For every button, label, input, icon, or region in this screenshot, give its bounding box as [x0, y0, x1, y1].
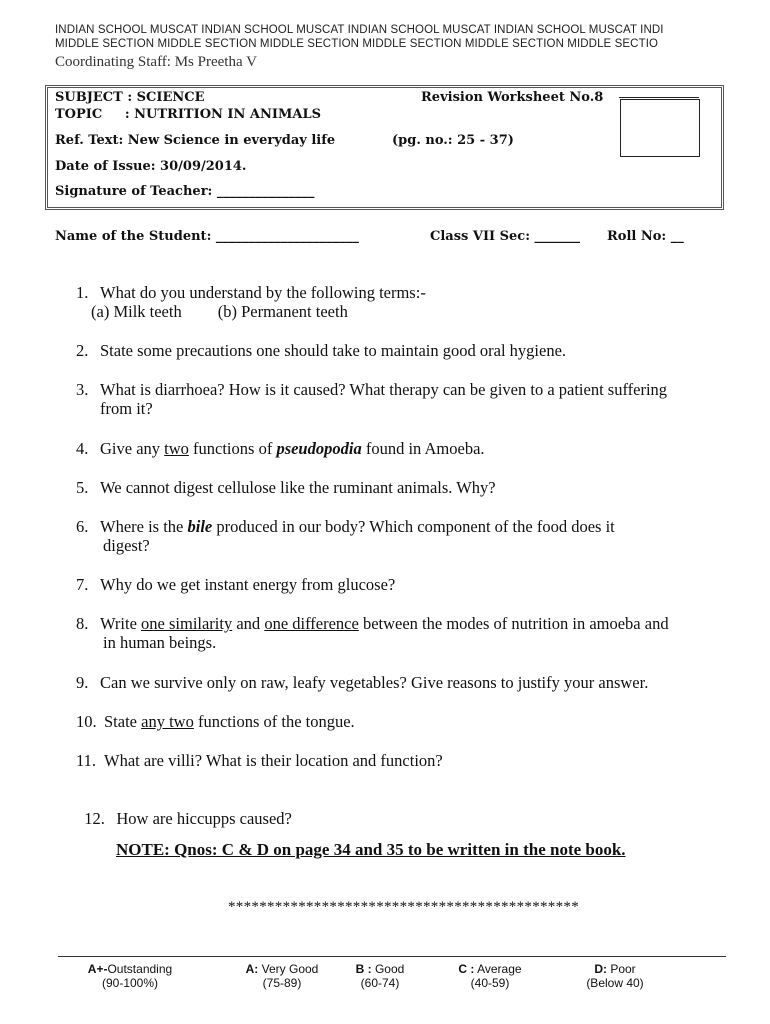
coordinating-staff: Coordinating Staff: Ms Preetha V	[55, 54, 257, 70]
question-7	[76, 575, 736, 594]
term-b: (b) Permanent teeth	[217, 302, 348, 321]
subject-label: SUBJECT :	[55, 90, 137, 105]
question-number: 8.	[76, 614, 89, 633]
underlined-phrase: any two	[141, 712, 194, 731]
worksheet-number: Revision Worksheet No.8	[421, 90, 604, 105]
underlined-phrase: one difference	[264, 614, 359, 633]
question-text: What are villi? What is their location and function?	[104, 751, 443, 770]
grade-range: (Below 40)	[586, 976, 644, 990]
grade-very-good	[222, 962, 342, 990]
grade-label: Good	[371, 962, 405, 976]
question-text: Write	[100, 614, 142, 633]
grade-label: Poor	[606, 962, 636, 976]
grade-letter: A+-	[87, 962, 108, 976]
question-12	[76, 790, 736, 828]
question-number: 3.	[76, 380, 89, 399]
grade-range: (75-89)	[262, 976, 302, 990]
question-text: What is diarrhoea? How is it caused? What therapy can be given to a patient suffering	[100, 380, 668, 399]
topic-value: NUTRITION IN ANIMALS	[134, 107, 321, 122]
question-number: 10.	[76, 712, 97, 731]
question-5	[76, 478, 736, 497]
grade-label: Outstanding	[107, 962, 173, 976]
reference-text: Ref. Text: New Science in everyday life	[55, 133, 336, 148]
grade-letter: D:	[594, 962, 607, 976]
question-text: We cannot digest cellulose like the ruminant animals. Why?	[100, 478, 496, 497]
roll-number-field: Roll No: __	[607, 229, 684, 244]
term-a: (a) Milk teeth	[91, 302, 182, 321]
grade-outstanding	[70, 962, 190, 990]
emphasized-term: bile	[187, 517, 213, 536]
grade-label: Average	[474, 962, 522, 976]
question-11	[76, 751, 736, 770]
question-text: functions of the tongue.	[193, 712, 355, 731]
question-number: 2.	[76, 341, 89, 360]
question-text: functions of	[188, 439, 277, 458]
question-text: What do you understand by the following terms:-	[100, 283, 426, 302]
note-instruction: NOTE: Qnos: C & D on page 34 and 35 to be written in the note book.	[116, 840, 626, 859]
grade-range: (90-100%)	[101, 976, 159, 990]
underlined-word: two	[164, 439, 189, 458]
underlined-phrase: one similarity	[141, 614, 233, 633]
question-number: 1.	[76, 283, 89, 302]
question-text: How are hiccupps caused?	[112, 809, 292, 828]
grade-letter: C :	[458, 962, 475, 976]
question-text: between the modes of nutrition in amoeba and	[358, 614, 669, 633]
topic-line	[55, 107, 321, 122]
question-1	[76, 283, 736, 321]
date-of-issue: Date of Issue: 30/09/2014.	[55, 159, 247, 174]
question-text: Why do we get instant energy from glucose?	[100, 575, 396, 594]
question-text: Give any	[100, 439, 165, 458]
question-number: 4.	[76, 439, 89, 458]
question-number: 12.	[84, 809, 105, 828]
marks-box	[620, 99, 700, 157]
page-numbers: (pg. no.: 25 - 37)	[392, 133, 514, 148]
question-text: found in Amoeba.	[361, 439, 485, 458]
question-4	[76, 439, 736, 458]
question-9	[76, 673, 756, 692]
subject-line	[55, 90, 205, 105]
stamp-top-rule	[619, 97, 699, 98]
question-number: 7.	[76, 575, 89, 594]
student-name-field: Name of the Student: ______________________	[55, 229, 359, 244]
grade-letter: A:	[245, 962, 259, 976]
question-number: 9.	[76, 673, 89, 692]
question-text: Where is the	[100, 517, 188, 536]
question-text: and	[232, 614, 265, 633]
question-number: 11.	[76, 751, 97, 770]
grade-range: (60-74)	[360, 976, 400, 990]
grade-poor	[565, 962, 665, 990]
school-header-line: INDIAN SCHOOL MUSCAT INDIAN SCHOOL MUSCAT INDIAN SCHOOL MUSCAT INDIAN SCHOOL MUSCAT INDI	[55, 24, 664, 36]
question-8	[76, 614, 756, 652]
grade-range: (40-59)	[470, 976, 510, 990]
grade-average	[440, 962, 540, 990]
question-6	[76, 517, 736, 555]
subject-value: SCIENCE	[136, 90, 205, 105]
question-continuation: in human beings.	[103, 633, 217, 652]
section-header-line: MIDDLE SECTION MIDDLE SECTION MIDDLE SECTION MIDDLE SECTION MIDDLE SECTION MIDDLE SECTIO	[55, 38, 659, 50]
question-continuation: from it?	[100, 399, 153, 418]
question-number: 5.	[76, 478, 89, 497]
topic-label: TOPIC :	[55, 107, 135, 122]
grade-good	[340, 962, 420, 990]
question-2	[76, 341, 736, 360]
separator-stars: *********************************************	[228, 899, 579, 915]
question-text: State	[104, 712, 142, 731]
footer-rule	[58, 956, 726, 957]
question-number: 6.	[76, 517, 89, 536]
question-text: produced in our body? Which component of the food does it	[212, 517, 615, 536]
question-3	[76, 380, 756, 418]
question-text: Can we survive only on raw, leafy vegetables? Give reasons to justify your answer.	[100, 673, 649, 692]
grade-label: Very Good	[258, 962, 319, 976]
question-10	[76, 712, 736, 731]
question-text: State some precautions one should take to maintain good oral hygiene.	[100, 341, 567, 360]
emphasized-term: pseudopodia	[276, 439, 362, 458]
question-continuation: digest?	[103, 536, 150, 555]
class-section-field: Class VII Sec: _______	[430, 229, 581, 244]
grade-letter: B :	[355, 962, 372, 976]
teacher-signature: Signature of Teacher: _______________	[55, 184, 315, 199]
